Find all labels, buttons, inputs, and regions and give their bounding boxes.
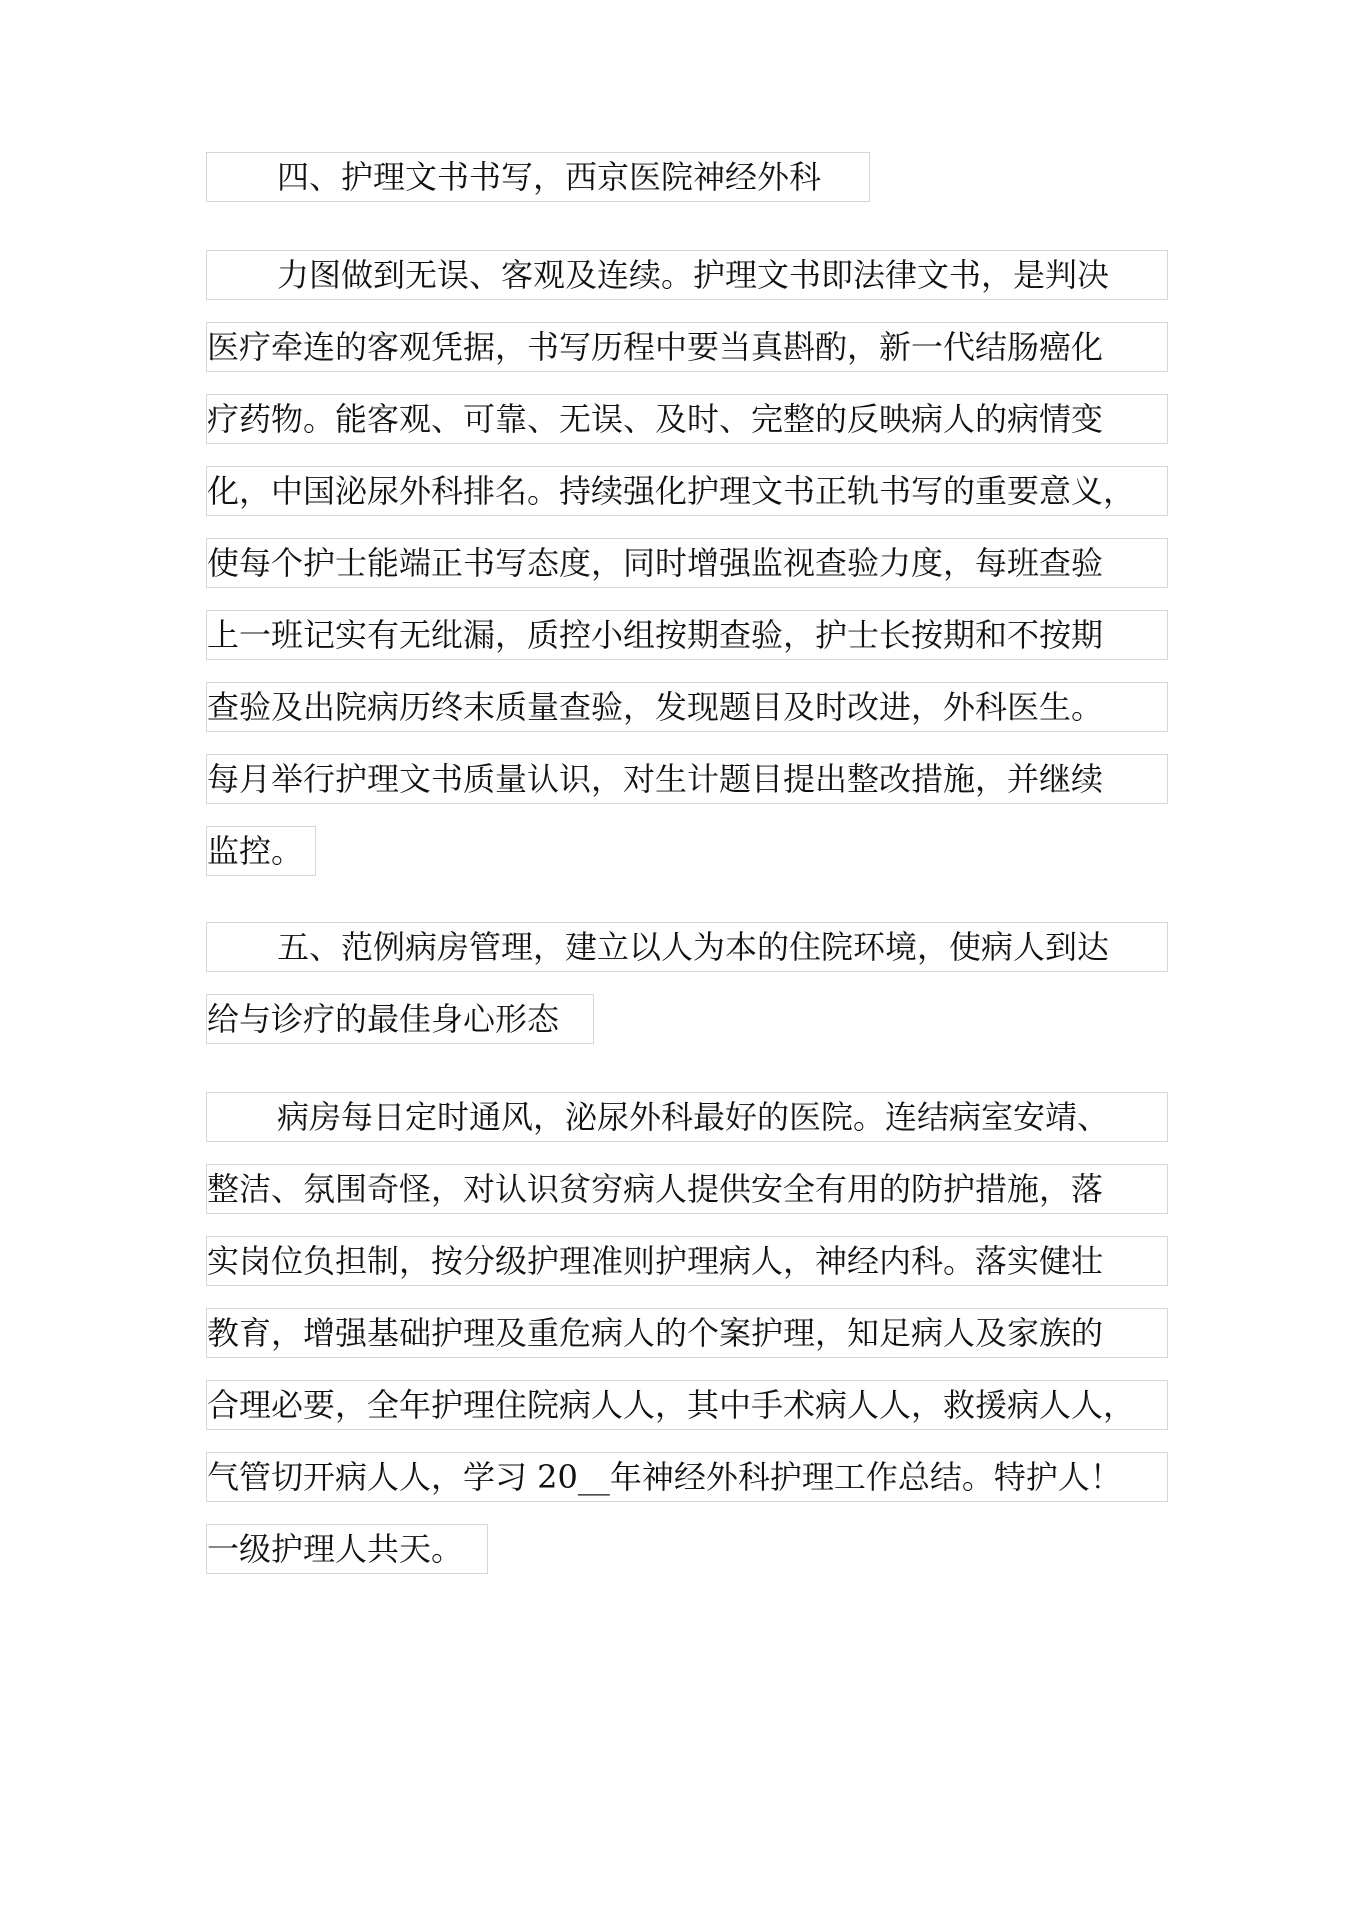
line-text: 一级护理人共天。: [207, 1530, 464, 1568]
text-line: [206, 322, 1168, 372]
text-line: [206, 152, 870, 202]
text-line: [206, 826, 316, 876]
text-line: [206, 1164, 1168, 1214]
text-line: [206, 754, 1168, 804]
text-line: [206, 538, 1168, 588]
text-line: [206, 394, 1168, 444]
line-text: 整洁、氛围奇怪，对认识贫穷病人提供安全有用的防护措施，落: [207, 1170, 1104, 1208]
line-text: 疗药物。能客观、可靠、无误、及时、完整的反映病人的病情变: [207, 400, 1104, 438]
line-text: 查验及出院病历终末质量查验，发现题目及时改进，外科医生。: [207, 688, 1104, 726]
line-text: 合理必要，全年护理住院病人人，其中手术病人人，救援病人人，: [207, 1386, 1136, 1424]
line-text: 上一班记实有无纰漏，质控小组按期查验，护士长按期和不按期: [207, 616, 1104, 654]
line-text: 医疗牵连的客观凭据，书写历程中要当真斟酌，新一代结肠癌化: [207, 328, 1104, 366]
line-text: 教育，增强基础护理及重危病人的个案护理，知足病人及家族的: [207, 1314, 1104, 1352]
text-line: [206, 1236, 1168, 1286]
line-text: 实岗位负担制，按分级护理准则护理病人，神经内科。落实健壮: [207, 1242, 1104, 1280]
line-text: 病房每日定时通风，泌尿外科最好的医院。连结病室安靖、: [277, 1098, 1110, 1136]
line-text: 力图做到无误、客观及连续。护理文书即法律文书，是判决: [277, 256, 1110, 294]
text-line: [206, 1092, 1168, 1142]
text-line: [206, 1308, 1168, 1358]
line-text: 化，中国泌尿外科排名。持续强化护理文书正轨书写的重要意义，: [207, 472, 1136, 510]
line-text: 气管切开病人人，学习 20__年神经外科护理工作总结。特护人！: [207, 1458, 1122, 1496]
line-text: 监控。: [207, 832, 304, 870]
text-line: [206, 1380, 1168, 1430]
text-line: [206, 610, 1168, 660]
line-text: 四、护理文书书写，西京医院神经外科: [277, 158, 822, 196]
text-line: [206, 250, 1168, 300]
line-text: 使每个护士能端正书写态度，同时增强监视查验力度，每班查验: [207, 544, 1104, 582]
text-line: [206, 466, 1168, 516]
text-line: [206, 994, 594, 1044]
text-line: [206, 1524, 488, 1574]
line-text: 给与诊疗的最佳身心形态: [207, 1000, 560, 1038]
line-text: 五、范例病房管理，建立以人为本的住院环境，使病人到达: [277, 928, 1110, 966]
line-text: 每月举行护理文书质量认识，对生计题目提出整改措施，并继续: [207, 760, 1104, 798]
text-line: [206, 1452, 1168, 1502]
text-line: [206, 682, 1168, 732]
text-line: [206, 922, 1168, 972]
